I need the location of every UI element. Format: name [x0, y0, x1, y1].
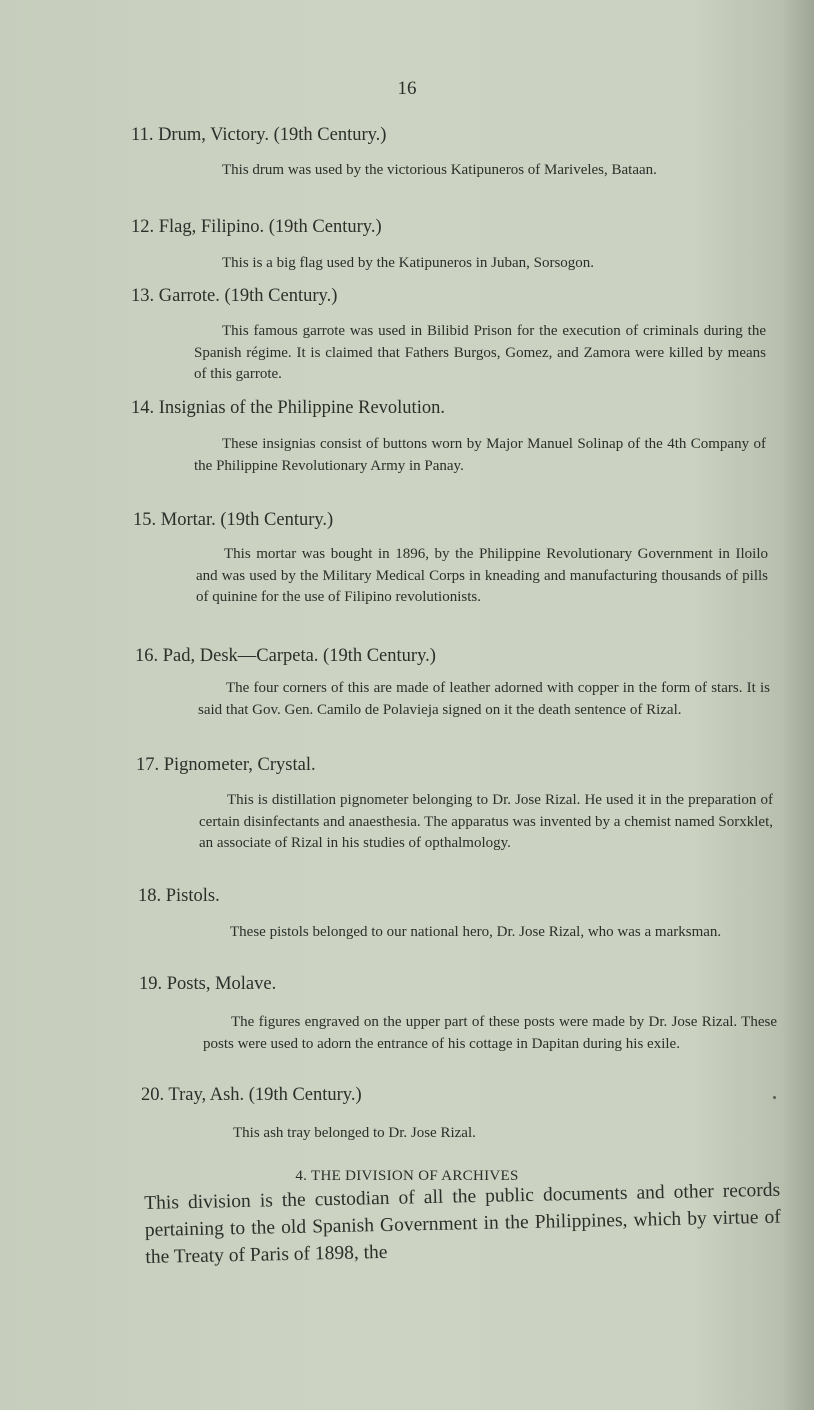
section-paragraph: This division is the custodian of all the public documents and other records pertaining to the old Spanish Government in the Philippines, which by virtue of the Treaty of Paris of 1898, the: [144, 1179, 781, 1268]
entry-description: These pistols belonged to our national hero, Dr. Jose Rizal, who was a marksman.: [230, 924, 722, 940]
entry-title: 16. Pad, Desk—Carpeta. (19th Century.): [135, 646, 436, 666]
paper-spot: [773, 1096, 776, 1099]
entry-description: This famous garrote was used in Bilibid Prison for the execution of criminals during the Spanish régime. It is claimed that Fathers Burgos, Gomez, and Zamora were killed by means of this garrote.: [194, 323, 766, 382]
entry-title: 19. Posts, Molave.: [139, 974, 277, 994]
page-number: 16: [397, 78, 417, 99]
entry-description: The four corners of this are made of leather adorned with copper in the form of stars. It is said that Gov. Gen. Camilo de Polavieja signed on it the death sentence of Rizal.: [198, 680, 770, 718]
entry-title: 15. Mortar. (19th Century.): [133, 510, 334, 530]
entry-description: These insignias consist of buttons worn by Major Manuel Solinap of the 4th Company of the Philippine Revolutionary Army in Panay.: [194, 436, 766, 474]
entry-description: This drum was used by the victorious Katipuneros of Mariveles, Bataan.: [222, 162, 657, 178]
entry-description: This is distillation pignometer belonging to Dr. Jose Rizal. He used it in the preparation of certain disinfectants and anaesthesia. The apparatus was invented by a chemist named Sorxklet, an associate of Rizal in his studies of opthalmology.: [199, 792, 773, 851]
entry-title: 12. Flag, Filipino. (19th Century.): [131, 217, 382, 237]
entry-title: 20. Tray, Ash. (19th Century.): [141, 1085, 362, 1105]
entry-description: This ash tray belonged to Dr. Jose Rizal.: [233, 1125, 476, 1141]
entry-title: 18. Pistols.: [138, 886, 220, 906]
entry-description: This is a big flag used by the Katipuneros in Juban, Sorsogon.: [222, 255, 595, 271]
entry-title: 17. Pignometer, Crystal.: [136, 755, 316, 775]
entry-title: 13. Garrote. (19th Century.): [131, 286, 338, 306]
section-heading: 4. THE DIVISION OF ARCHIVES: [295, 1168, 519, 1184]
entry-description: This mortar was bought in 1896, by the Philippine Revolutionary Government in Iloilo and was used by the Military Medical Corps in kneading and manufacturing thousands of pills of quinine for the use of Filipino revolutionists.: [196, 546, 768, 605]
entry-title: 14. Insignias of the Philippine Revolution.: [131, 398, 445, 418]
entry-description: The figures engraved on the upper part of these posts were made by Dr. Jose Rizal. These posts were used to adorn the entrance of his cottage in Dapitan during his exile.: [203, 1014, 777, 1052]
entry-title: 11. Drum, Victory. (19th Century.): [131, 125, 387, 145]
